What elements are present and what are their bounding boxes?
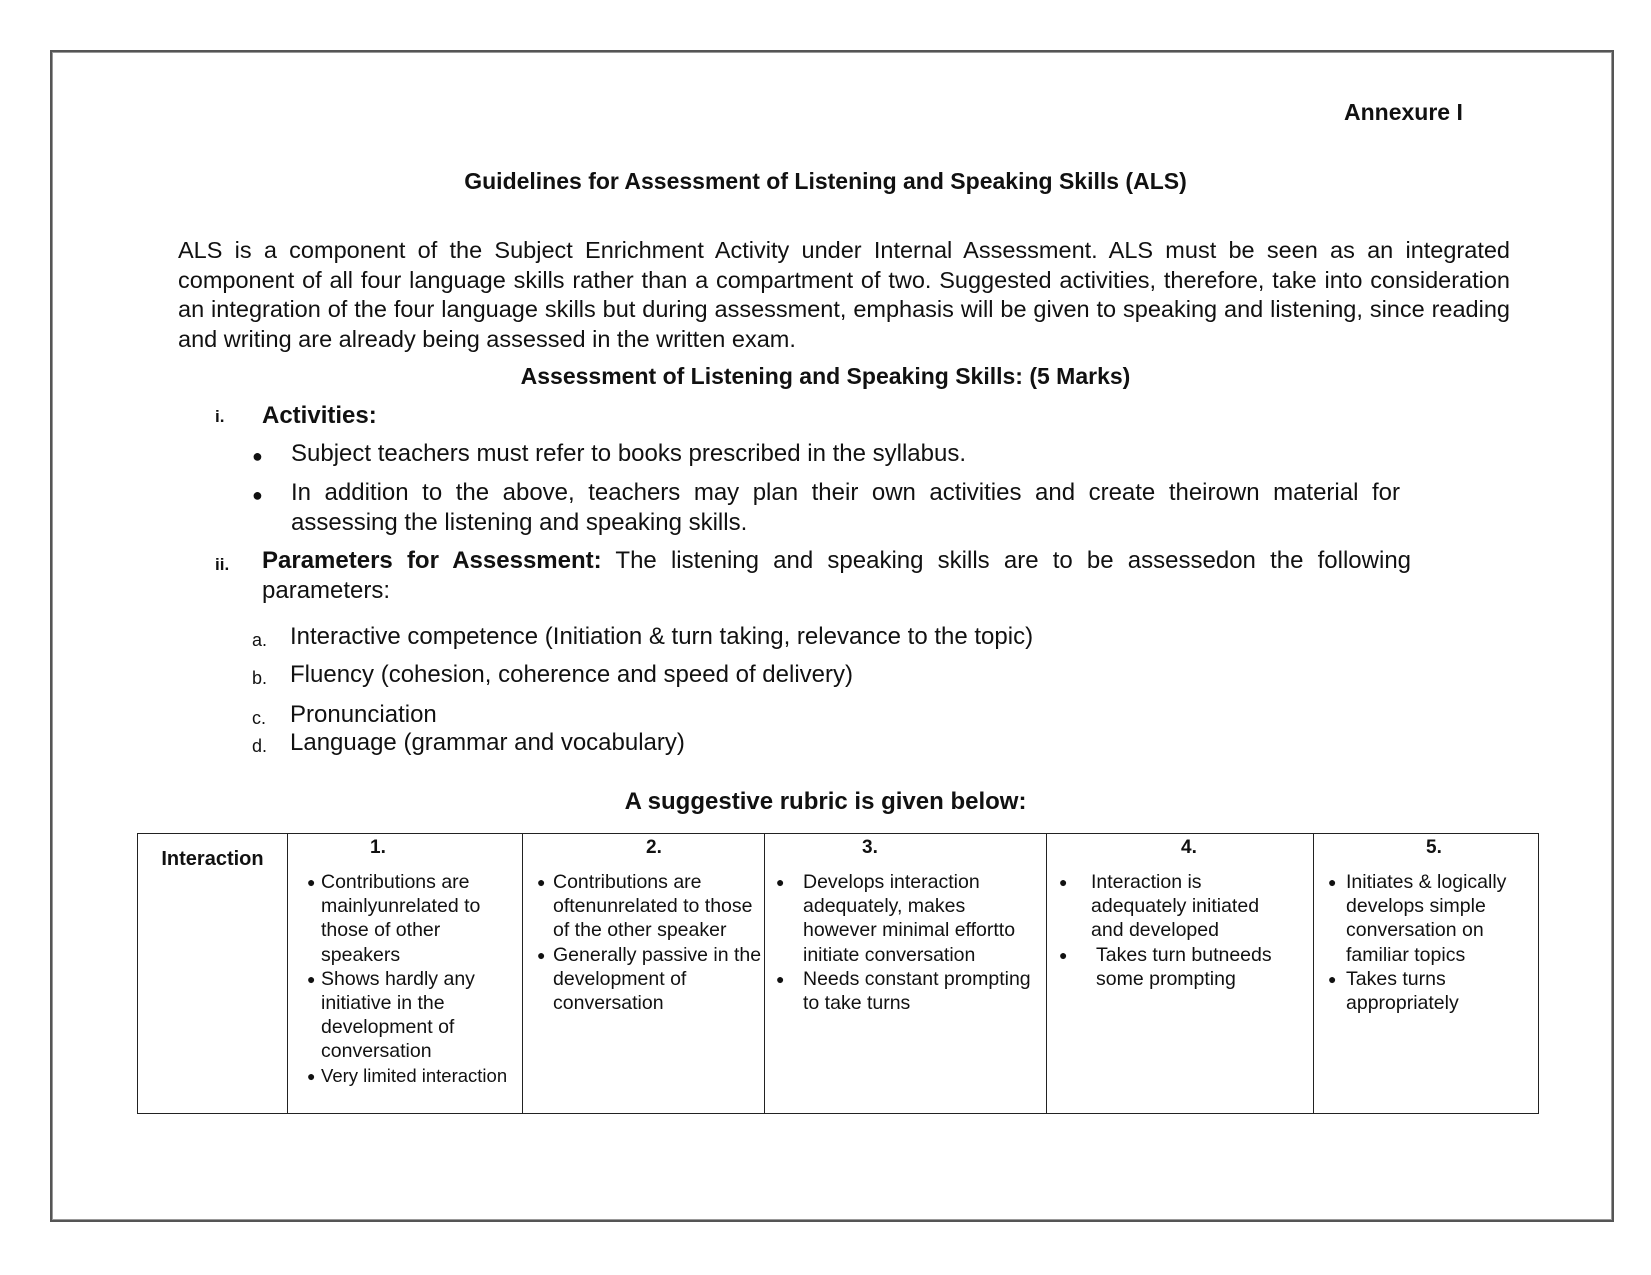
- column-list: [288, 870, 522, 1088]
- section-subtitle: Assessment of Listening and Speaking Skills: (5 Marks): [520, 363, 1131, 389]
- bullet-icon: ●: [252, 485, 263, 505]
- list-item-text: Takes turn butneeds some prompting: [1096, 943, 1272, 990]
- activities-bullet-1: Subject teachers must refer to books prescribed in the syllabus.: [291, 440, 966, 467]
- rubric-row-label: Interaction: [138, 834, 288, 1114]
- bullet-icon: ●: [537, 874, 546, 890]
- param-letter-c: c.: [252, 708, 267, 728]
- section-ii-numeral: ii.: [215, 555, 230, 574]
- column-list: [523, 870, 764, 1015]
- rubric-column-2: [523, 834, 765, 1114]
- list-item: [1047, 870, 1313, 943]
- param-item-d: Language (grammar and vocabulary): [290, 729, 685, 756]
- list-item: [288, 1064, 522, 1088]
- parameters-paragraph: [262, 546, 1411, 606]
- rubric-column-3: [765, 834, 1047, 1114]
- rubric-title: A suggestive rubric is given below:: [624, 788, 1027, 815]
- param-letter-a: a.: [252, 630, 268, 650]
- rubric-table: [137, 833, 1539, 1114]
- list-item: [1314, 967, 1538, 1015]
- list-item-text: Needs constant prompting to take turns: [803, 967, 1031, 1015]
- param-item-b: Fluency (cohesion, coherence and speed of delivery): [290, 661, 853, 688]
- list-item-text: Shows hardly any initiative in the development of conversation: [321, 967, 475, 1063]
- rubric-column-5: [1314, 834, 1539, 1114]
- rubric-column-4: [1047, 834, 1314, 1114]
- list-item: [288, 967, 522, 1064]
- bullet-icon: ●: [1059, 874, 1068, 890]
- column-number: 1.: [370, 837, 386, 858]
- column-list: [1314, 870, 1538, 1015]
- list-item: [1314, 870, 1538, 967]
- column-list: [765, 870, 1046, 1015]
- bullet-icon: ●: [1059, 946, 1068, 963]
- param-item-c: Pronunciation: [290, 701, 437, 728]
- list-item-text: Interaction is adequately initiated and developed: [1091, 871, 1260, 942]
- page-title: Guidelines for Assessment of Listening and Speaking Skills (ALS): [464, 168, 1187, 194]
- param-letter-d: d.: [252, 736, 268, 756]
- list-item: [523, 943, 764, 1016]
- bullet-icon: ●: [307, 970, 316, 987]
- column-number: 5.: [1426, 837, 1442, 858]
- parameters-text: The listening and speaking skills are to be assessedon the following parameters:: [262, 547, 1412, 604]
- annexure-label: Annexure I: [1344, 99, 1463, 125]
- bullet-icon: ●: [1328, 874, 1337, 890]
- rubric-column-1: [288, 834, 523, 1114]
- bullet-icon: ●: [1328, 970, 1337, 987]
- bullet-icon: ●: [776, 970, 785, 987]
- list-item-text: Initiates & logically develops simple conversation on familiar topics: [1346, 871, 1507, 966]
- list-item-text: Takes turns appropriately: [1346, 967, 1459, 1015]
- column-number: 4.: [1181, 837, 1197, 858]
- list-item-text: Very limited interaction: [321, 1064, 508, 1086]
- table-row: [138, 834, 1539, 1114]
- bullet-icon: ●: [776, 874, 785, 890]
- bullet-icon: ●: [307, 874, 316, 890]
- list-item-text: Contributions are oftenunrelated to those of the other speaker: [553, 871, 753, 942]
- list-item: [523, 870, 764, 943]
- bullet-icon: ●: [537, 946, 546, 963]
- activities-bullet-2: In addition to the above, teachers may plan their own activities and create theirown material for assessing the listening and speaking skills.: [291, 479, 1400, 536]
- list-item: [765, 967, 1046, 1015]
- section-i-numeral: i.: [215, 407, 225, 426]
- list-item-text: Generally passive in the development of conversation: [553, 943, 762, 1015]
- column-number: 2.: [646, 837, 662, 858]
- parameters-heading: Parameters for Assessment:: [262, 547, 602, 574]
- list-item: [765, 870, 1046, 967]
- intro-paragraph: ALS is a component of the Subject Enrichment Activity under Internal Assessment. ALS must be seen as an integrated component of all four language skills rather than a compartment of two. Suggested activities, therefore, take into consideration an integration of the four language skills but during assessment, emphasis will be given to speaking and listening, since reading and writing are already being assessed in the written exam.: [178, 237, 1510, 352]
- column-number: 3.: [862, 837, 878, 858]
- list-item: [1047, 943, 1313, 991]
- param-letter-b: b.: [252, 668, 268, 688]
- list-item-text: Develops interaction adequately, makes however minimal effortto initiate conversation: [803, 871, 1016, 966]
- bullet-icon: ●: [252, 446, 263, 466]
- list-item-text: Contributions are mainlyunrelated to those of other speakers: [321, 871, 481, 966]
- bullet-icon: ●: [307, 1067, 316, 1084]
- list-item: [288, 870, 522, 967]
- section-i-heading: Activities:: [262, 402, 377, 429]
- param-item-a: Interactive competence (Initiation & turn taking, relevance to the topic): [290, 623, 1034, 650]
- column-list: [1047, 870, 1313, 991]
